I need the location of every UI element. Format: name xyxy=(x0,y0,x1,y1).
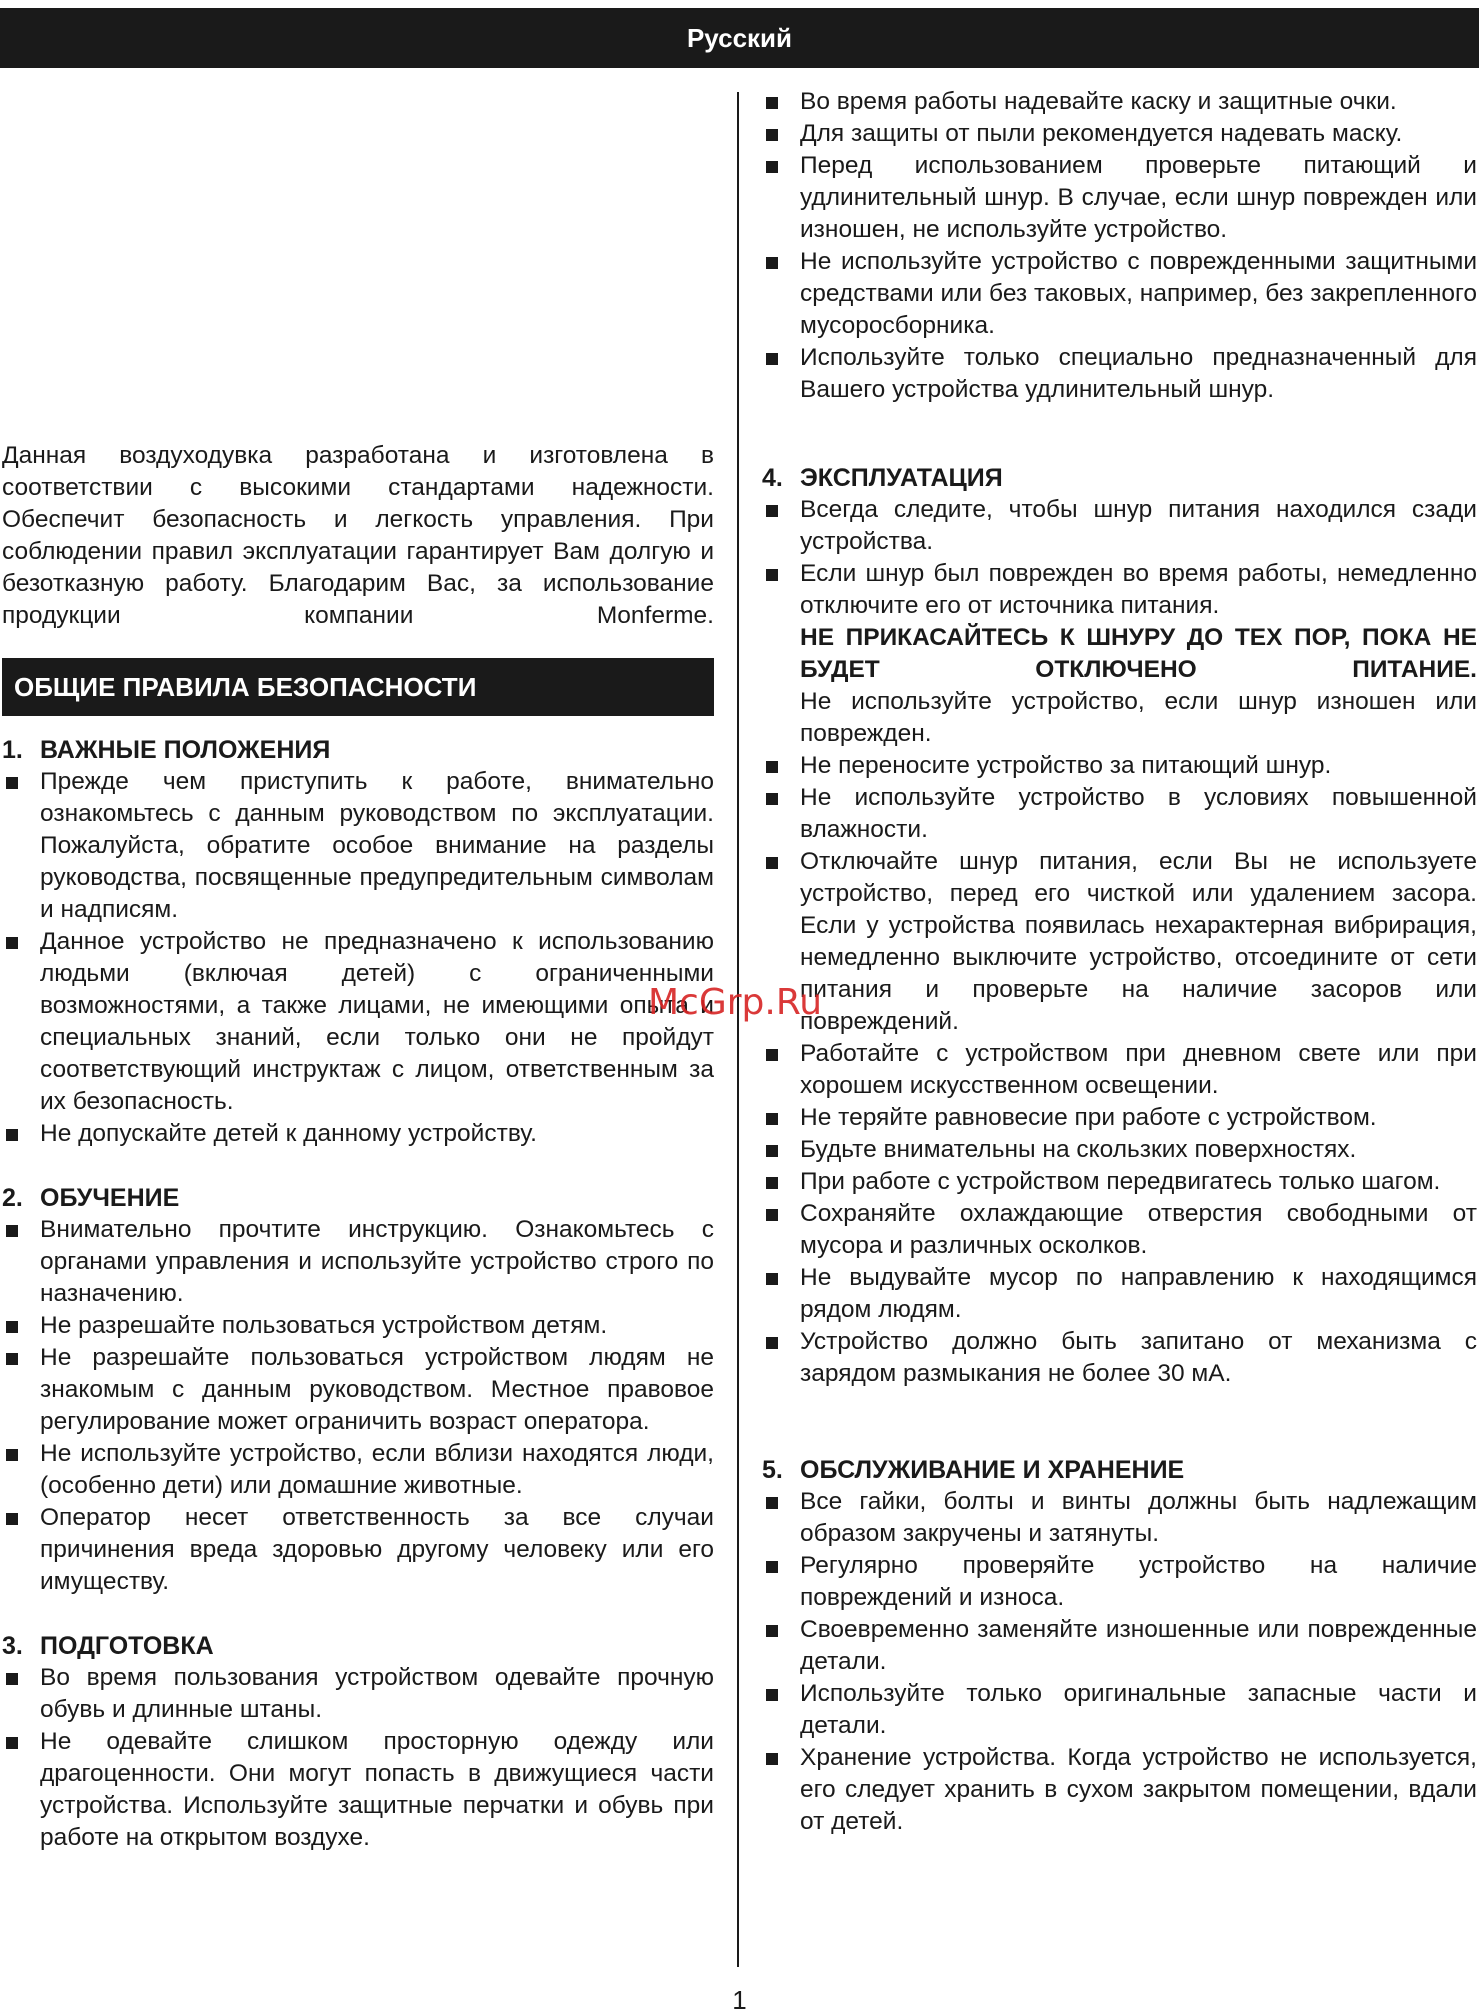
section-number: 3. xyxy=(2,1632,23,1660)
list-item: Будьте внимательны на скользких поверхностях. xyxy=(762,1134,1477,1166)
section-title: ПОДГОТОВКА xyxy=(40,1632,214,1660)
list-item: Регулярно проверяйте устройство на наличие повреждений и износа. xyxy=(762,1550,1477,1614)
list-item: Не разрешайте пользоваться устройством детям. xyxy=(2,1310,714,1342)
list-item: Не одевайте слишком просторную одежду или драгоценности. Они могут попасть в движущиеся части устройства. Используйте защитные перчатки и обувь при работе на открытом воздухе. xyxy=(2,1726,714,1854)
section-title: ОБУЧЕНИЕ xyxy=(40,1184,180,1212)
list-item: Используйте только оригинальные запасные части и детали. xyxy=(762,1678,1477,1742)
list-item: Перед использованием проверьте питающий и удлинительный шнур. В случае, если шнур поврежден или изношен, не используйте устройство. xyxy=(762,150,1477,246)
item-text: Не используйте устройство, если шнур изношен или поврежден. xyxy=(800,688,1477,747)
list-item: Работайте с устройством при дневном свете или при хорошем искусственном освещении. xyxy=(762,1038,1477,1102)
list-item: Сохраняйте охлаждающие отверстия свободными от мусора и различных осколков. xyxy=(762,1198,1477,1262)
section-2-list xyxy=(2,1214,714,1598)
warning-caps: НЕ ПРИКАСАЙТЕСЬ К ШНУРУ ДО ТЕХ ПОР, ПОКА НЕ БУДЕТ ОТКЛЮЧЕНО ПИТАНИЕ. xyxy=(800,624,1477,683)
watermark-text: McGrp.Ru xyxy=(648,982,823,1023)
list-item: Хранение устройства. Когда устройство не используется, его следует хранить в сухом закрытом помещении, вдали от детей. xyxy=(762,1742,1477,1838)
section-4-heading xyxy=(762,462,1477,494)
section-3-list xyxy=(2,1662,714,1854)
list-item: Не используйте устройство в условиях повышенной влажности. xyxy=(762,782,1477,846)
section-3-continued-list xyxy=(762,86,1477,406)
section-3-heading xyxy=(2,1630,714,1662)
list-item: Не переносите устройство за питающий шнур. xyxy=(762,750,1477,782)
left-column xyxy=(2,440,714,1854)
list-item: Во время пользования устройством одевайте прочную обувь и длинные штаны. xyxy=(2,1662,714,1726)
section-title: ОБСЛУЖИВАНИЕ И ХРАНЕНИЕ xyxy=(800,1456,1185,1484)
list-item: Оператор несет ответственность за все случаи причинения вреда здоровью другому человеку или его имуществу. xyxy=(2,1502,714,1598)
list-item: Не используйте устройство с поврежденными защитными средствами или без таковых, например, без закрепленного мусоросборника. xyxy=(762,246,1477,342)
section-1-heading xyxy=(2,734,714,766)
section-number: 4. xyxy=(762,464,783,492)
section-title: ЭКСПЛУАТАЦИЯ xyxy=(800,464,1003,492)
list-item xyxy=(762,558,1477,750)
section-number: 1. xyxy=(2,736,23,764)
section-4-list xyxy=(762,494,1477,1390)
safety-title: ОБЩИЕ ПРАВИЛА БЕЗОПАСНОСТИ xyxy=(14,672,477,702)
list-item: Не разрешайте пользоваться устройством людям не знакомым с данным руководством. Местное правовое регулирование может ограничить возраст оператора. xyxy=(2,1342,714,1438)
item-text: Если шнур был поврежден во время работы, немедленно отключите его от источника питания. xyxy=(800,560,1477,619)
list-item: Своевременно заменяйте изношенные или поврежденные детали. xyxy=(762,1614,1477,1678)
list-item: Не допускайте детей к данному устройству. xyxy=(2,1118,714,1150)
section-title: ВАЖНЫЕ ПОЛОЖЕНИЯ xyxy=(40,736,331,764)
section-number: 2. xyxy=(2,1184,23,1212)
list-item: Данное устройство не предназначено к использованию людьми (включая детей) с ограниченными возможностями, а также лицами, не имеющими опыта и специальных знаний, если только они не пройдут соответствующий инструктаж с лицом, ответственным за их безопасность. xyxy=(2,926,714,1118)
column-divider xyxy=(737,92,739,1967)
section-1-list xyxy=(2,766,714,1150)
list-item: Не выдувайте мусор по направлению к находящимся рядом людям. xyxy=(762,1262,1477,1326)
section-5-list xyxy=(762,1486,1477,1838)
language-label: Русский xyxy=(686,22,793,53)
list-item: Во время работы надевайте каску и защитные очки. xyxy=(762,86,1477,118)
page-number: 1 xyxy=(732,1985,747,2015)
section-number: 5. xyxy=(762,1456,783,1484)
intro-paragraph: Данная воздуходувка разработана и изготовлена в соответствии с высокими стандартами надежности. Обеспечит безопасность и легкость управления. При соблюдении правил эксплуатации гарантирует Вам долгую и безотказную работу. Благодарим Вас, за использование продукции компании Monferme. xyxy=(2,442,714,629)
list-item: При работе с устройством передвигатесь только шагом. xyxy=(762,1166,1477,1198)
list-item: Используйте только специально предназначенный для Вашего устройства удлинительный шнур. xyxy=(762,342,1477,406)
section-5-heading xyxy=(762,1454,1477,1486)
list-item: Всегда следите, чтобы шнур питания находился сзади устройства. xyxy=(762,494,1477,558)
language-header xyxy=(0,8,1479,68)
list-item: Не теряйте равновесие при работе с устройством. xyxy=(762,1102,1477,1134)
right-column xyxy=(762,86,1477,1838)
list-item: Не используйте устройство, если вблизи находятся люди, (особенно дети) или домашние животные. xyxy=(2,1438,714,1502)
list-item: Отключайте шнур питания, если Вы не используете устройство, перед его чисткой или удалением засора. Если у устройства появилась нехарактерная вибрирация, немедленно выключите устройство, отсоедините от сети питания и проверьте на наличие засоров или повреждений. xyxy=(762,846,1477,1038)
list-item: Внимательно прочтите инструкцию. Ознакомьтесь с органами управления и используйте устройство строго по назначению. xyxy=(2,1214,714,1310)
list-item: Для защиты от пыли рекомендуется надевать маску. xyxy=(762,118,1477,150)
list-item: Устройство должно быть запитано от механизма с зарядом размыкания не более 30 мА. xyxy=(762,1326,1477,1390)
section-2-heading xyxy=(2,1182,714,1214)
safety-title-bar xyxy=(2,658,714,716)
list-item: Все гайки, болты и винты должны быть надлежащим образом закручены и затянуты. xyxy=(762,1486,1477,1550)
list-item: Прежде чем приступить к работе, внимательно ознакомьтесь с данным руководством по эксплуатации. Пожалуйста, обратите особое внимание на разделы руководства, посвященные предупредительным символам и надписям. xyxy=(2,766,714,926)
